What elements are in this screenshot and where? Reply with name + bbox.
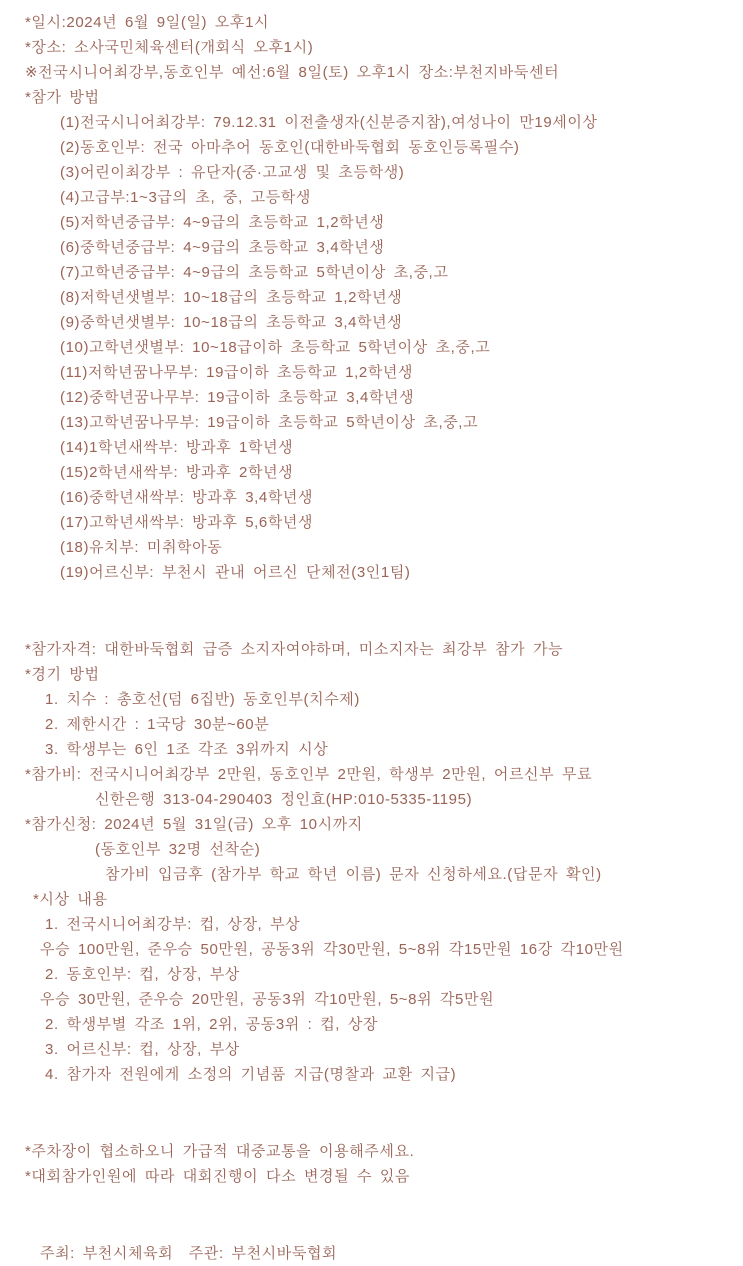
document-line: (10)고학년샛별부: 10~18급이하 초등학교 5학년이상 초,중,고 [60,339,491,356]
document-lines [25,10,735,1266]
document-line: (13)고학년꿈나무부: 19급이하 초등학교 5학년이상 초,중,고 [60,414,479,431]
document-line: (7)고학년중급부: 4~9급의 초등학교 5학년이상 초,중,고 [60,264,449,281]
document-line: (14)1학년새싹부: 방과후 1학년생 [60,439,294,456]
document-line: ※전국시니어최강부,동호인부 예선:6월 8일(토) 오후1시 장소:부천지바둑센터 [25,64,560,81]
document-line: *주차장이 협소하오니 가급적 대중교통을 이용해주세요. [25,1143,415,1160]
document-line: 2. 학생부별 각조 1위, 2위, 공동3위 : 컵, 상장 [45,1016,379,1033]
document-line: 2. 동호인부: 컵, 상장, 부상 [45,966,240,983]
document-line: *경기 방법 [25,666,100,683]
document-line: (1)전국시니어최강부: 79.12.31 이전출생자(신분증지참),여성나이 만19세이상 [60,114,598,131]
document-line: *참가비: 전국시니어최강부 2만원, 동호인부 2만원, 학생부 2만원, 어르신부 무료 [25,766,593,783]
document-line: 3. 학생부는 6인 1조 각조 3위까지 시상 [45,741,329,758]
document-line: *참가자격: 대한바둑협회 급증 소지자여야하며, 미소지자는 최강부 참가 가능 [25,641,564,658]
document-line: 신한은행 313-04-290403 정인효(HP:010-5335-1195) [95,791,473,808]
document-line: 1. 전국시니어최강부: 컵, 상장, 부상 [45,916,301,933]
document-line: *일시:2024년 6월 9일(일) 오후1시 [25,14,270,31]
document-line: *참가신청: 2024년 5월 31일(금) 오후 10시까지 [25,816,363,833]
document-line: (2)동호인부: 전국 아마추어 동호인(대한바둑협회 동호인등록필수) [60,139,520,156]
document-line: *장소: 소사국민체육센터(개회식 오후1시) [25,39,314,56]
document-line: (6)중학년중급부: 4~9급의 초등학교 3,4학년생 [60,239,385,256]
document-line: 3. 어르신부: 컵, 상장, 부상 [45,1041,240,1058]
document-line: 우승 100만원, 준우승 50만원, 공동3위 각30만원, 5~8위 각15만원 16강 각10만원 [40,941,624,958]
document-line: 2. 제한시간 : 1국당 30분~60분 [45,716,270,733]
document-line: (5)저학년중급부: 4~9급의 초등학교 1,2학년생 [60,214,385,231]
document-line: (8)저학년샛별부: 10~18급의 초등학교 1,2학년생 [60,289,403,306]
document-line: (3)어린이최강부 : 유단자(중·고교생 및 초등학생) [60,164,405,181]
document-line: (동호인부 32명 선착순) [95,841,261,858]
document-line: (9)중학년샛별부: 10~18급의 초등학교 3,4학년생 [60,314,403,331]
document-line: *시상 내용 [33,891,108,908]
document-line: (17)고학년새싹부: 방과후 5,6학년생 [60,514,314,531]
document-line: (19)어르신부: 부천시 관내 어르신 단체전(3인1팀) [60,564,411,581]
document-line: 주최: 부천시체육회 주관: 부천시바둑협회 [40,1245,338,1262]
document-line: (16)중학년새싹부: 방과후 3,4학년생 [60,489,314,506]
document-line: (15)2학년새싹부: 방과후 2학년생 [60,464,294,481]
document-line: 1. 치수 : 총호선(덤 6집반) 동호인부(치수제) [45,691,360,708]
document-line: 4. 참가자 전원에게 소정의 기념품 지급(명찰과 교환 지급) [45,1066,457,1083]
document-line: *대회참가인원에 따라 대회진행이 다소 변경될 수 있음 [25,1168,411,1185]
document-line: (4)고급부:1~3급의 초, 중, 고등학생 [60,189,311,206]
document-line: 참가비 입금후 (참가부 학교 학년 이름) 문자 신청하세요.(답문자 확인) [105,866,602,883]
document-line: 우승 30만원, 준우승 20만원, 공동3위 각10만원, 5~8위 각5만원 [40,991,495,1008]
document-line: *참가 방법 [25,89,100,106]
document-line: (18)유치부: 미취학아동 [60,539,223,556]
document-line: (12)중학년꿈나무부: 19급이하 초등학교 3,4학년생 [60,389,415,406]
document-line: (11)저학년꿈나무부: 19급이하 초등학교 1,2학년생 [60,364,414,381]
